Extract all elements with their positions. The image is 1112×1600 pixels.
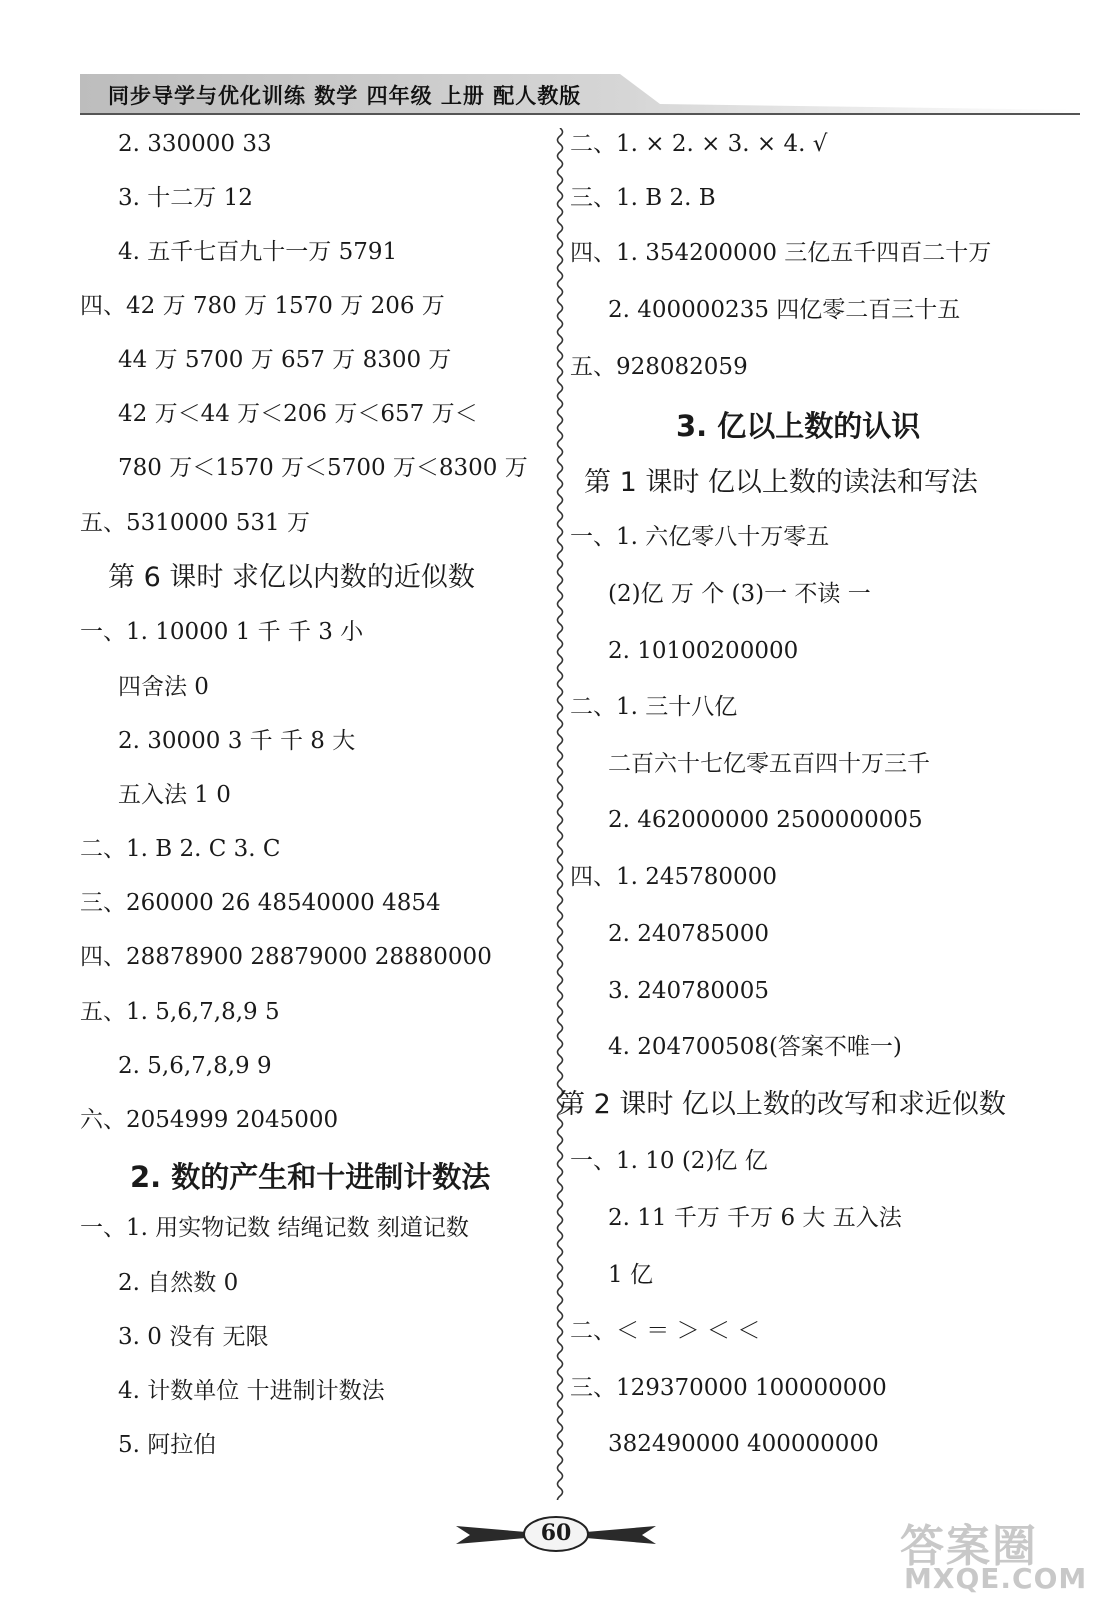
answer-line: 2. 10100200000 bbox=[608, 638, 799, 664]
answer-line: 2. 462000000 2500000005 bbox=[608, 807, 923, 833]
watermark-logo bbox=[900, 1510, 1105, 1596]
answer-line: 三、260000 26 48540000 4854 bbox=[80, 890, 441, 916]
answer-line: 2. 11 千万 千万 6 大 五入法 bbox=[608, 1205, 902, 1231]
answer-line: 五、928082059 bbox=[570, 354, 748, 380]
answer-line: 5. 阿拉伯 bbox=[118, 1432, 217, 1458]
column-divider bbox=[554, 128, 566, 1500]
answer-line: 42 万＜44 万＜206 万＜657 万＜ bbox=[118, 401, 478, 427]
page-number: 60 bbox=[540, 1520, 572, 1546]
answer-line: 2. 400000235 四亿零二百三十五 bbox=[608, 297, 961, 323]
answer-line: 三、129370000 100000000 bbox=[570, 1375, 887, 1401]
answer-line: 二、1. × 2. × 3. × 4. √ bbox=[570, 131, 828, 157]
answer-line: 五、1. 5,6,7,8,9 5 bbox=[80, 999, 280, 1025]
answer-line: 382490000 400000000 bbox=[608, 1431, 879, 1457]
answer-line: 三、1. B 2. B bbox=[570, 185, 716, 211]
answer-line: 2. 30000 3 千 千 8 大 bbox=[118, 728, 356, 754]
answer-line: 四、28878900 28879000 28880000 bbox=[80, 944, 492, 970]
answer-line: 一、1. 六亿零八十万零五 bbox=[570, 524, 830, 550]
answer-line: 二、1. B 2. C 3. C bbox=[80, 836, 281, 862]
watermark-url: MXQE.COM bbox=[904, 1562, 1088, 1595]
answer-line: 四、42 万 780 万 1570 万 206 万 bbox=[80, 293, 445, 319]
lesson-heading: 第 6 课时 求亿以内数的近似数 bbox=[108, 562, 475, 593]
answer-line: 4. 计数单位 十进制计数法 bbox=[118, 1378, 385, 1404]
answer-line: 五、5310000 531 万 bbox=[80, 510, 310, 536]
answer-line: 一、1. 用实物记数 结绳记数 刻道记数 bbox=[80, 1215, 469, 1241]
lesson-heading: 第 2 课时 亿以上数的改写和求近似数 bbox=[558, 1089, 1006, 1120]
answer-line: 4. 204700508(答案不唯一) bbox=[608, 1034, 902, 1060]
watermark-main-text: 答案圈 bbox=[900, 1521, 1038, 1572]
answer-line: 2. 5,6,7,8,9 9 bbox=[118, 1053, 272, 1079]
answer-line: 五入法 1 0 bbox=[118, 782, 231, 808]
answer-line: 2. 330000 33 bbox=[118, 131, 272, 157]
answer-line: 3. 240780005 bbox=[608, 978, 769, 1004]
answer-line: 一、1. 10 (2)亿 亿 bbox=[570, 1148, 768, 1174]
answer-line: 44 万 5700 万 657 万 8300 万 bbox=[118, 347, 452, 373]
answer-line: 四舍法 0 bbox=[118, 674, 209, 700]
answer-line: 2. 240785000 bbox=[608, 921, 769, 947]
header-title: 同步导学与优化训练 数学 四年级 上册 配人教版 bbox=[108, 84, 582, 108]
section-heading: 3. 亿以上数的认识 bbox=[676, 409, 921, 443]
lesson-heading: 第 1 课时 亿以上数的读法和写法 bbox=[584, 467, 978, 498]
answer-line: 二、1. 三十八亿 bbox=[570, 694, 738, 720]
answer-line: 3. 十二万 12 bbox=[118, 185, 253, 211]
page-footer bbox=[456, 1512, 656, 1556]
answer-line: 3. 0 没有 无限 bbox=[118, 1324, 269, 1350]
answer-line: 4. 五千七百九十一万 5791 bbox=[118, 239, 398, 265]
answer-line: 二百六十七亿零五百四十万三千 bbox=[608, 751, 930, 777]
section-heading: 2. 数的产生和十进制计数法 bbox=[130, 1160, 491, 1194]
answer-line: 二、＜ ＝ ＞ ＜ ＜ bbox=[570, 1318, 761, 1344]
answer-line: 一、1. 10000 1 千 千 3 小 bbox=[80, 619, 364, 645]
answer-line: 六、2054999 2045000 bbox=[80, 1107, 339, 1133]
answer-line: (2)亿 万 个 (3)一 不读 一 bbox=[608, 581, 871, 607]
answer-line: 2. 自然数 0 bbox=[118, 1270, 239, 1296]
answer-line: 四、1. 354200000 三亿五千四百二十万 bbox=[570, 240, 992, 266]
answer-line: 780 万＜1570 万＜5700 万＜8300 万 bbox=[118, 455, 528, 481]
answer-line: 四、1. 245780000 bbox=[570, 864, 777, 890]
answer-line: 1 亿 bbox=[608, 1262, 653, 1288]
